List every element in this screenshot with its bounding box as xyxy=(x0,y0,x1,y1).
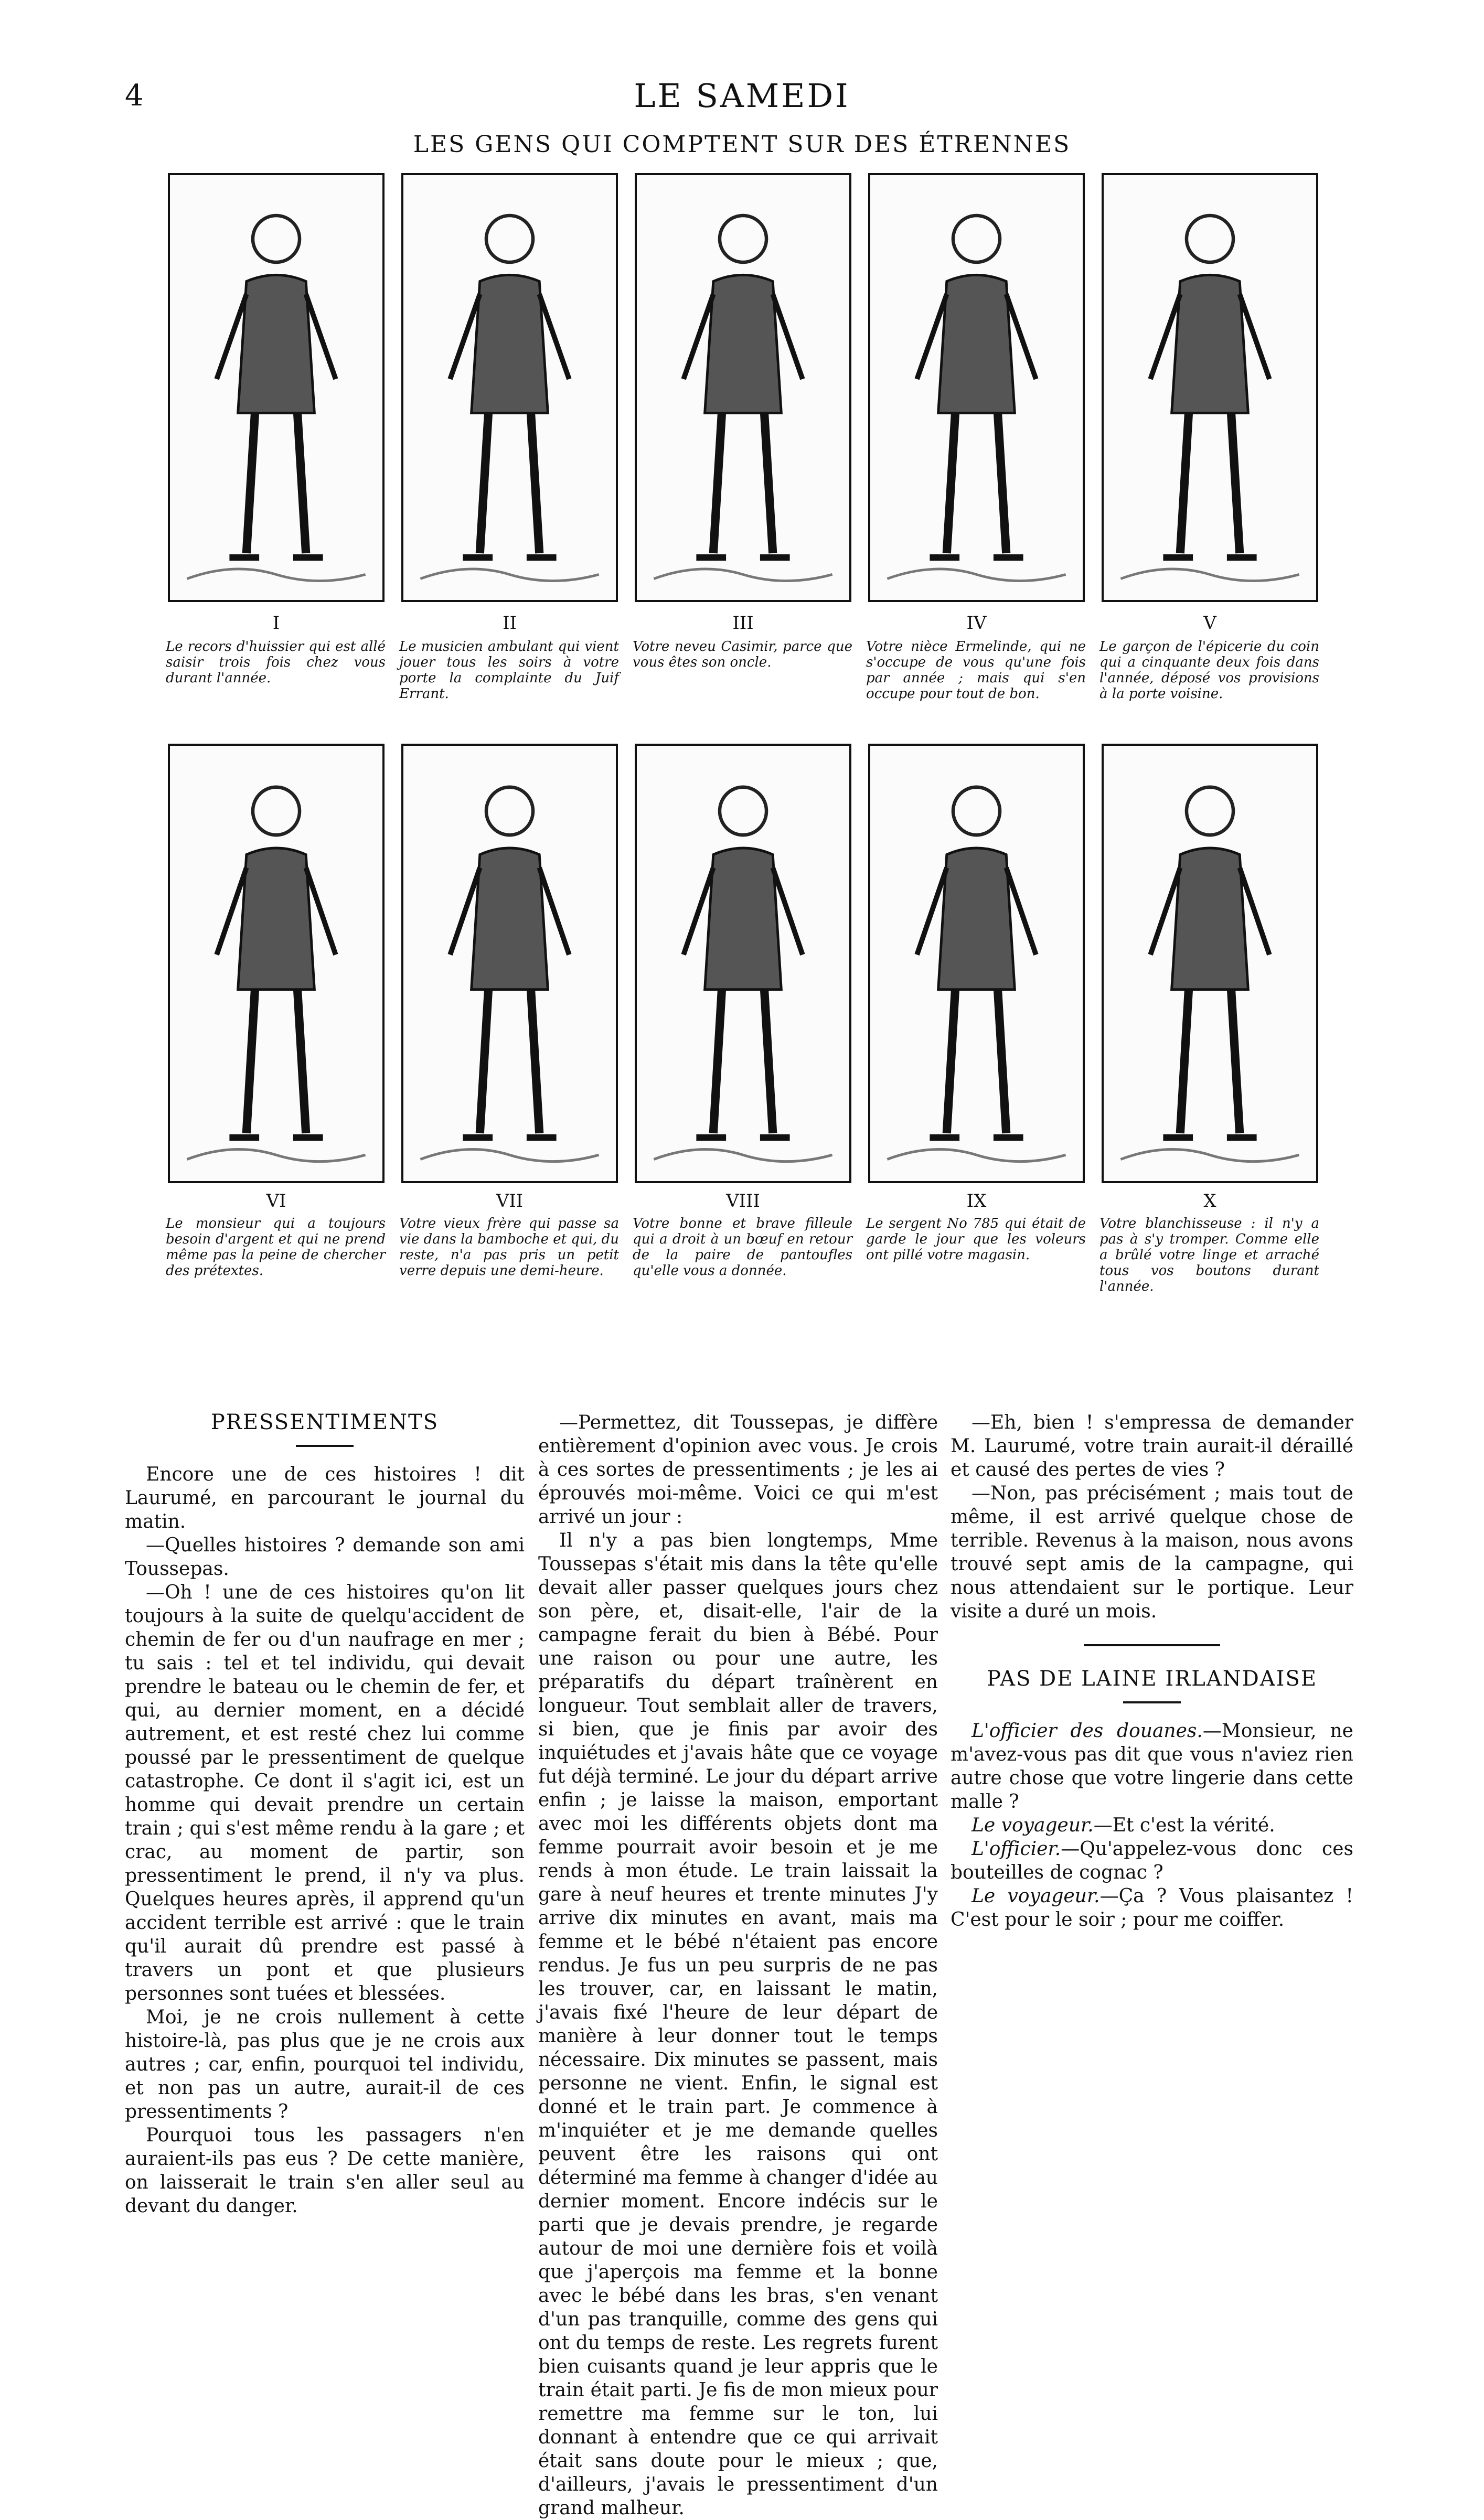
panel-numeral: II xyxy=(503,613,517,634)
paragraph: Pourquoi tous les passagers n'en auraient-ils pas eus ? De cette manière, on laisserait le train s'en aller seul au devant du danger. xyxy=(125,2125,525,2217)
panel-numeral: VIII xyxy=(726,1191,760,1211)
dialogue-line xyxy=(951,1814,1353,1837)
dialogue-text: —Monsieur, ne m'avez-vous pas dit que vous n'aviez rien autre chose que votre lingerie dans cette malle ? xyxy=(951,1720,1353,1813)
article-title-pas-de-laine: PAS DE LAINE IRLANDAISE xyxy=(986,1667,1318,1691)
panel-caption: Votre bonne et brave filleule qui a droit à un bœuf en retour de la paire de pantoufles qu'elle vous a donnée. xyxy=(633,1216,852,1279)
caricature-figure-icon xyxy=(170,746,382,1181)
cartoon-panel xyxy=(1102,173,1318,602)
panel-caption: Le recors d'huissier qui est allé saisir trois fois chez vous durant l'année. xyxy=(166,639,386,686)
section-rule xyxy=(1084,1644,1220,1646)
panel-numeral: X xyxy=(1203,1191,1216,1211)
caricature-figure-icon xyxy=(870,175,1083,600)
strip-title: LES GENS QUI COMPTENT SUR DES ÉTRENNES xyxy=(413,131,1071,158)
cartoon-panel xyxy=(168,744,385,1183)
caricature-figure-icon xyxy=(870,746,1083,1181)
speaker: L'officier des douanes. xyxy=(971,1720,1203,1742)
panel-caption: Le garçon de l'épicerie du coin qui a cinquante deux fois dans l'année, déposé vos provisions à la porte voisine. xyxy=(1099,639,1319,702)
paragraph: Il n'y a pas bien longtemps, Mme Toussepas s'était mis dans la tête qu'elle devait aller passer quelques jours chez son père, et, disait-elle, l'air de la campagne ferait du bien à Bébé. Pour une raison ou pour une autre, les préparatifs du départ traînèrent en longueur. Tout semblait aller de travers, si bien, que je finis par avoir des inquiétudes et j'avais hâte que ce voyage fut déjà terminé. Le jour du départ arrive enfin ; je laisse la maison, emportant avec moi les différents objets dont ma femme pourrait avoir besoin et je me rends à mon étude. Le train laissait la gare à neuf heures et trente minutes J'y arrive dix minutes en avant, mais ma femme et le bébé n'étaient pas encore rendus. Je fus un peu surpris de ne pas les trouver, car, en laissant le matin, j'avais fixé l'heure de leur départ de manière à leur donner tout le temps nécessaire. Dix minutes se passent, mais personne ne vient. Enfin, le signal est donné et le train part. Je commence à m'inquiéter et je me demande quelles peuvent être les raisons qui ont déterminé ma femme à changer d'idée au dernier moment. Encore indécis sur le parti que je devais prendre, je regarde autour de moi une dernière fois et voilà que j'aperçois ma femme et la bonne avec le bébé dans les bras, s'en venant d'un pas tranquille, comme des gens qui ont du temps de reste. Les regrets furent bien cuisants quand je leur appris que le train était parti. Je fis de mon mieux pour remettre ma femme sur le ton, lui donnant à entendre que ce qui arrivait était sans doute pour le mieux ; que, d'ailleurs, j'avais le pressentiment d'un grand malheur. xyxy=(538,1530,938,2519)
panel-numeral: III xyxy=(732,613,754,634)
caricature-figure-icon xyxy=(637,746,849,1181)
dialogue-line xyxy=(951,1837,1353,1884)
paragraph: —Quelles histoires ? demande son ami Toussepas. xyxy=(125,1535,525,1580)
panel-caption: Votre nièce Ermelinde, qui ne s'occupe de vous qu'une fois par année ; mais qui s'en occupe pour tout de bon. xyxy=(866,639,1086,702)
cartoon-panel xyxy=(1102,744,1318,1183)
speaker: Le voyageur. xyxy=(971,1885,1100,1907)
masthead-title: LE SAMEDI xyxy=(634,77,850,115)
paragraph: —Eh, bien ! s'empressa de demander M. Laurumé, votre train aurait-il déraillé et causé des pertes de vies ? xyxy=(951,1412,1353,1481)
paragraph: Moi, je ne crois nullement à cette histoire-là, pas plus que je ne crois aux autres ; car, enfin, pourquoi tel individu, et non pas un autre, aurait-il de ces pressentiments ? xyxy=(125,2007,525,2122)
cartoon-panel xyxy=(401,173,618,602)
speaker: Le voyageur. xyxy=(971,1815,1094,1836)
paragraph: —Oh ! une de ces histoires qu'on lit toujours à la suite de quelqu'accident de chemin de fer ou d'un naufrage en mer ; tu sais : tel et tel individu, qui devait prendre le bateau ou le chemin de fer, et qui, au dernier moment, en a décidé autrement, et est resté chez lui comme poussé par le pressentiment de quelque catastrophe. Ce dont il s'agit ici, est un homme qui devait prendre un certain train ; qui s'est même rendu à la gare ; et crac, au moment de partir, son pressentiment le prend, il n'y va plus. Quelques heures après, il apprend qu'un accident terrible est arrivé : que le train qu'il aurait dû prendre est passé à travers un pont et que plusieurs personnes sont tuées et blessées. xyxy=(125,1582,525,2004)
panel-caption: Le monsieur qui a toujours besoin d'argent et qui ne prend même pas la peine de chercher des prétextes. xyxy=(166,1216,386,1279)
title-rule xyxy=(296,1445,354,1447)
panel-caption: Le sergent No 785 qui était de garde le jour que les voleurs ont pillé votre magasin. xyxy=(866,1216,1086,1263)
cartoon-panel xyxy=(168,173,385,602)
article-pressentiments-col3 xyxy=(951,1411,1353,1932)
speaker: L'officier. xyxy=(971,1838,1061,1860)
article-title-pressentiments: PRESSENTIMENTS xyxy=(210,1410,439,1434)
panel-caption: Votre vieux frère qui passe sa vie dans la bamboche et qui, du reste, n'a pas pris un petit verre depuis une demi-heure. xyxy=(399,1216,620,1279)
cartoon-panel xyxy=(635,173,851,602)
panel-caption: Le musicien ambulant qui vient jouer tous les soirs à votre porte la complainte du Juif Errant. xyxy=(399,639,619,702)
dialogue-line xyxy=(951,1884,1353,1932)
paragraph: —Permettez, dit Toussepas, je diffère entièrement d'opinion avec vous. Je crois à ces sortes de pressentiments ; je les ai éprouvés moi-même. Voici ce qui m'est arrivé un jour : xyxy=(538,1412,938,1528)
panel-caption: Votre blanchisseuse : il n'y a pas à s'y tromper. Comme elle a brûlé votre linge et arraché tous vos boutons durant l'année. xyxy=(1099,1216,1319,1294)
dialogue-text: —Qu'appelez-vous donc ces bouteilles de cognac ? xyxy=(951,1838,1353,1883)
panel-numeral: VII xyxy=(496,1191,524,1211)
panel-numeral: IX xyxy=(966,1191,987,1211)
caricature-figure-icon xyxy=(170,175,382,600)
panel-numeral: V xyxy=(1203,613,1216,634)
panel-numeral: VI xyxy=(266,1191,286,1211)
panel-numeral: IV xyxy=(966,613,987,634)
caricature-figure-icon xyxy=(403,746,616,1181)
cartoon-panel xyxy=(868,744,1085,1183)
caricature-figure-icon xyxy=(1104,175,1316,600)
title-rule xyxy=(1123,1701,1181,1703)
article-pressentiments-col1 xyxy=(125,1411,525,2218)
dialogue-text: —Ça ? Vous plaisantez ! C'est pour le soir ; pour me coiffer. xyxy=(951,1885,1353,1931)
paragraph: Encore une de ces histoires ! dit Laurumé, en parcourant le journal du matin. xyxy=(125,1464,525,1532)
cartoon-panel xyxy=(635,744,851,1183)
cartoon-panel xyxy=(401,744,618,1183)
article-pressentiments-col2 xyxy=(538,1411,938,2520)
paragraph: —Non, pas précisément ; mais tout de même, il est arrivé quelque chose de terrible. Revenus à la maison, nous avons trouvé sept amis de la campagne, qui nous attendaient sur le portique. Leur visite a duré un mois. xyxy=(951,1483,1353,1622)
caricature-figure-icon xyxy=(1104,746,1316,1181)
dialogue xyxy=(951,1719,1353,1932)
page-number: 4 xyxy=(125,79,144,113)
panel-numeral: I xyxy=(272,613,280,634)
dialogue-text: —Et c'est la vérité. xyxy=(1093,1815,1275,1836)
panel-caption: Votre neveu Casimir, parce que vous êtes son oncle. xyxy=(633,639,852,670)
cartoon-panel xyxy=(868,173,1085,602)
caricature-figure-icon xyxy=(637,175,849,600)
caricature-figure-icon xyxy=(403,175,616,600)
dialogue-line xyxy=(951,1719,1353,1814)
